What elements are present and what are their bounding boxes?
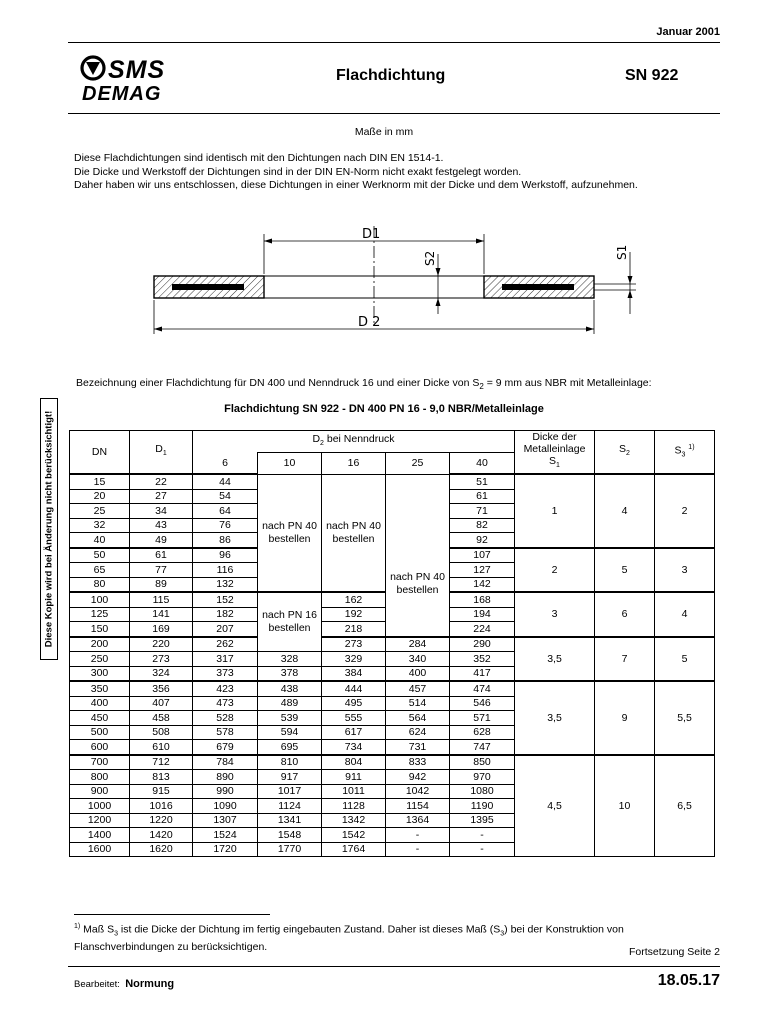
units-note: Maße in mm [354, 126, 414, 138]
cell-d1: 813 [130, 770, 193, 785]
cell-s1: 1 [515, 474, 595, 548]
cell-pn16: 804 [322, 755, 386, 770]
cell-s3: 5 [655, 637, 715, 682]
cell-dn: 450 [70, 711, 130, 726]
cell-dn: 800 [70, 770, 130, 785]
cell-dn: 200 [70, 637, 130, 652]
cell-dn: 125 [70, 607, 130, 622]
cell-pn16: 1542 [322, 828, 386, 843]
cell-pn40: 850 [450, 755, 515, 770]
cell-pn10: 328 [258, 652, 322, 667]
cell-pn6: 784 [193, 755, 258, 770]
cell-pn40: 352 [450, 652, 515, 667]
designation-text: Bezeichnung einer Flachdichtung für DN 400 und Nenndruck 16 und einer Dicke von S [76, 377, 480, 389]
page-date: 18.05.17 [657, 972, 720, 989]
sms-demag-logo [80, 53, 195, 103]
designation-text-end: = 9 mm aus NBR mit Metalleinlage: [483, 377, 652, 389]
cell-pn10: 917 [258, 770, 322, 785]
cell-s2: 5 [595, 548, 655, 593]
cell-pn16: 734 [322, 740, 386, 755]
cell-pn16: 218 [322, 622, 386, 637]
cell-dn: 50 [70, 548, 130, 563]
cell-pn10: 810 [258, 755, 322, 770]
header-dn: DN [70, 431, 130, 475]
header-pn10: 10 [258, 452, 322, 474]
order-note-pn16: nach PN 40 bestellen [322, 474, 386, 592]
cell-pn40: 571 [450, 711, 515, 726]
cell-pn40: - [450, 842, 515, 857]
cell-d1: 77 [130, 563, 193, 578]
cell-pn25: 400 [386, 666, 450, 681]
cell-pn40: 71 [450, 504, 515, 519]
cell-pn10: 1124 [258, 799, 322, 814]
cell-pn6: 116 [193, 563, 258, 578]
cell-pn10: 489 [258, 696, 322, 711]
intro-paragraph [74, 152, 638, 193]
cell-s2: 7 [595, 637, 655, 682]
cell-pn6: 990 [193, 784, 258, 799]
cell-d1: 115 [130, 592, 193, 607]
cell-pn6: 423 [193, 681, 258, 696]
cell-d1: 508 [130, 725, 193, 740]
cell-d1: 712 [130, 755, 193, 770]
cell-d1: 1420 [130, 828, 193, 843]
cell-dn: 15 [70, 474, 130, 489]
cell-pn6: 1524 [193, 828, 258, 843]
gasket-drawing [150, 214, 640, 344]
intro-line: Daher haben wir uns entschlossen, diese Dichtungen in einer Werknorm mit der Dicke und dem Werkstoff, aufzunehmen. [74, 179, 638, 191]
cell-s3: 4 [655, 592, 715, 637]
cell-pn40: 628 [450, 725, 515, 740]
cell-pn10: 695 [258, 740, 322, 755]
cell-pn6: 182 [193, 607, 258, 622]
cell-dn: 100 [70, 592, 130, 607]
cell-pn6: 132 [193, 577, 258, 592]
cell-dn: 600 [70, 740, 130, 755]
cell-pn6: 528 [193, 711, 258, 726]
cell-pn16: 1128 [322, 799, 386, 814]
cell-pn16: 273 [322, 637, 386, 652]
logo-text-sms: SMS [108, 56, 166, 84]
cell-pn25: 1042 [386, 784, 450, 799]
cell-dn: 32 [70, 518, 130, 533]
cell-pn25: - [386, 828, 450, 843]
table-row [70, 637, 715, 652]
cell-pn40: 417 [450, 666, 515, 681]
cell-s2: 4 [595, 474, 655, 548]
editor-line: Bearbeitet: Normung [74, 978, 175, 990]
cell-d1: 61 [130, 548, 193, 563]
cell-pn40: 747 [450, 740, 515, 755]
header-s3: $S_3$ $^{1)}$ [655, 431, 715, 475]
cell-s2: 6 [595, 592, 655, 637]
cell-d1: 273 [130, 652, 193, 667]
cell-pn25: 833 [386, 755, 450, 770]
cell-pn10: 438 [258, 681, 322, 696]
cell-dn: 25 [70, 504, 130, 519]
cell-d1: 915 [130, 784, 193, 799]
cell-pn25: 457 [386, 681, 450, 696]
cell-pn25: 731 [386, 740, 450, 755]
label-d1: D1 [362, 227, 381, 242]
cell-pn40: 61 [450, 489, 515, 504]
header-pn6: 6 [193, 452, 258, 474]
cell-dn: 900 [70, 784, 130, 799]
cell-d1: 1620 [130, 842, 193, 857]
cell-pn10: 1017 [258, 784, 322, 799]
cell-d1: 610 [130, 740, 193, 755]
cell-pn16: 162 [322, 592, 386, 607]
cell-dn: 300 [70, 666, 130, 681]
cell-pn10: 378 [258, 666, 322, 681]
cell-pn40: 127 [450, 563, 515, 578]
cell-dn: 700 [70, 755, 130, 770]
order-note-pn25: nach PN 40 bestellen [386, 533, 450, 637]
cell-pn40: 224 [450, 622, 515, 637]
cell-d1: 1220 [130, 813, 193, 828]
cell-pn6: 96 [193, 548, 258, 563]
cell-pn6: 679 [193, 740, 258, 755]
cell-pn6: 207 [193, 622, 258, 637]
cell-dn: 350 [70, 681, 130, 696]
cell-pn6: 317 [193, 652, 258, 667]
footer-rule [68, 966, 720, 967]
header-rule-bottom [68, 113, 720, 114]
cell-d1: 27 [130, 489, 193, 504]
cell-s2: 10 [595, 755, 655, 857]
designation-sub: 2 [479, 382, 484, 392]
cell-d1: 49 [130, 533, 193, 548]
cell-pn40: 970 [450, 770, 515, 785]
header-d2-group: $D_2$ bei Nenndruck [193, 431, 515, 453]
cell-d1: 220 [130, 637, 193, 652]
cell-pn25: 1364 [386, 813, 450, 828]
label-d2: D 2 [358, 315, 381, 330]
header-pn25: 25 [386, 452, 450, 474]
header-d1: $D_1$ [130, 431, 193, 475]
cell-pn6: 1720 [193, 842, 258, 857]
cell-pn16: 1764 [322, 842, 386, 857]
cell-pn25-blank [386, 474, 450, 533]
cell-pn40: 107 [450, 548, 515, 563]
cell-pn6: 54 [193, 489, 258, 504]
cell-pn40: 290 [450, 637, 515, 652]
header-thickness: Dicke der Metalleinlage $S_1$ [515, 431, 595, 475]
cell-s1: 4,5 [515, 755, 595, 857]
designation-sentence [76, 377, 652, 391]
cell-pn25: 1154 [386, 799, 450, 814]
logo-text-demag: DEMAG [82, 83, 162, 103]
cell-pn6: 152 [193, 592, 258, 607]
cell-dn: 500 [70, 725, 130, 740]
side-stamp [40, 398, 58, 660]
table-row [70, 474, 715, 489]
cell-d1: 324 [130, 666, 193, 681]
cell-pn6: 44 [193, 474, 258, 489]
cell-pn6: 262 [193, 637, 258, 652]
cell-pn40: - [450, 828, 515, 843]
cell-pn16: 444 [322, 681, 386, 696]
cell-pn25: 340 [386, 652, 450, 667]
cell-pn16: 617 [322, 725, 386, 740]
cell-pn16: 384 [322, 666, 386, 681]
cell-d1: 407 [130, 696, 193, 711]
cell-pn40: 1190 [450, 799, 515, 814]
label-s2: S2 [423, 250, 437, 266]
cell-pn16: 555 [322, 711, 386, 726]
cell-d1: 1016 [130, 799, 193, 814]
cell-pn40: 1395 [450, 813, 515, 828]
cell-d1: 458 [130, 711, 193, 726]
cell-pn25: 942 [386, 770, 450, 785]
cell-dn: 80 [70, 577, 130, 592]
side-stamp-text: Diese Kopie wird bei Änderung nicht berücksichtigt! [43, 410, 55, 648]
cell-dn: 400 [70, 696, 130, 711]
document-number: SN 922 [625, 67, 679, 84]
cell-pn25: 624 [386, 725, 450, 740]
continuation-note: Fortsetzung Seite 2 [628, 946, 720, 958]
cell-pn25: 514 [386, 696, 450, 711]
cell-pn6: 373 [193, 666, 258, 681]
cell-dn: 1600 [70, 842, 130, 857]
cell-pn25: - [386, 842, 450, 857]
cell-d1: 22 [130, 474, 193, 489]
cell-dn: 40 [70, 533, 130, 548]
cell-pn40: 474 [450, 681, 515, 696]
cell-pn6: 1307 [193, 813, 258, 828]
cell-pn40: 82 [450, 518, 515, 533]
cell-pn10: 1770 [258, 842, 322, 857]
cell-s3: 3 [655, 548, 715, 593]
header-pn40: 40 [450, 452, 515, 474]
cell-pn40: 546 [450, 696, 515, 711]
cell-pn16: 329 [322, 652, 386, 667]
cell-pn6: 473 [193, 696, 258, 711]
table-row [70, 755, 715, 770]
cell-pn25: 284 [386, 637, 450, 652]
intro-line: Diese Flachdichtungen sind identisch mit den Dichtungen nach DIN EN 1514-1. [74, 152, 444, 164]
cell-pn40: 168 [450, 592, 515, 607]
document-title: Flachdichtung [336, 67, 446, 84]
cell-d1: 141 [130, 607, 193, 622]
designation-example: Flachdichtung SN 922 - DN 400 PN 16 - 9,0 NBR/Metalleinlage [224, 403, 544, 415]
table-row [70, 681, 715, 696]
header-rule-top [68, 42, 720, 43]
header-row [70, 431, 715, 453]
cell-dn: 150 [70, 622, 130, 637]
cell-pn6: 578 [193, 725, 258, 740]
cell-pn40: 1080 [450, 784, 515, 799]
cell-s3: 5,5 [655, 681, 715, 755]
cell-dn: 20 [70, 489, 130, 504]
intro-line: Die Dicke und Werkstoff der Dichtungen sind in der DIN EN-Norm nicht exakt festgelegt worden. [74, 165, 522, 178]
cell-pn6: 1090 [193, 799, 258, 814]
cell-dn: 250 [70, 652, 130, 667]
cell-pn6: 86 [193, 533, 258, 548]
cell-s3: 6,5 [655, 755, 715, 857]
header-s2: $S_2$ [595, 431, 655, 475]
cell-pn6: 76 [193, 518, 258, 533]
cell-pn40: 142 [450, 577, 515, 592]
cell-pn16: 1342 [322, 813, 386, 828]
issue-date: Januar 2001 [656, 26, 720, 38]
cell-pn40: 92 [450, 533, 515, 548]
cell-pn10: 594 [258, 725, 322, 740]
cell-d1: 43 [130, 518, 193, 533]
cell-s2: 9 [595, 681, 655, 755]
label-s1: S1 [615, 244, 629, 260]
cell-pn40: 51 [450, 474, 515, 489]
cell-dn: 1000 [70, 799, 130, 814]
cell-pn10: 1548 [258, 828, 322, 843]
cell-s1: 3,5 [515, 681, 595, 755]
cell-pn6: 890 [193, 770, 258, 785]
cell-d1: 34 [130, 504, 193, 519]
footnote-rule [74, 914, 270, 915]
header-pn16: 16 [322, 452, 386, 474]
cell-pn16: 192 [322, 607, 386, 622]
cell-d1: 89 [130, 577, 193, 592]
order-note-pn10: nach PN 40 bestellen [258, 474, 322, 592]
cell-pn16: 495 [322, 696, 386, 711]
dimension-table [69, 430, 715, 857]
cell-d1: 356 [130, 681, 193, 696]
cell-s1: 3 [515, 592, 595, 637]
cell-pn40: 194 [450, 607, 515, 622]
cell-pn6: 64 [193, 504, 258, 519]
cell-d1: 169 [130, 622, 193, 637]
cell-pn10: 539 [258, 711, 322, 726]
cell-pn10: 1341 [258, 813, 322, 828]
footnote: $^{1)}$ Maß $S_3$ ist die Dicke der Dichtung im fertig eingebauten Zustand. Daher ist dieses Maß $(S_3)$ bei der Konstruktion von Flanschverbindungen zu berücksichtigen. [74, 923, 624, 953]
cell-s1: 2 [515, 548, 595, 593]
cell-pn16: 911 [322, 770, 386, 785]
cell-dn: 65 [70, 563, 130, 578]
cell-s3: 2 [655, 474, 715, 548]
order-note-pn10-16: nach PN 16 bestellen [258, 592, 322, 652]
cell-s1: 3,5 [515, 637, 595, 682]
cell-dn: 1400 [70, 828, 130, 843]
cell-pn16: 1011 [322, 784, 386, 799]
cell-pn25: 564 [386, 711, 450, 726]
cell-dn: 1200 [70, 813, 130, 828]
